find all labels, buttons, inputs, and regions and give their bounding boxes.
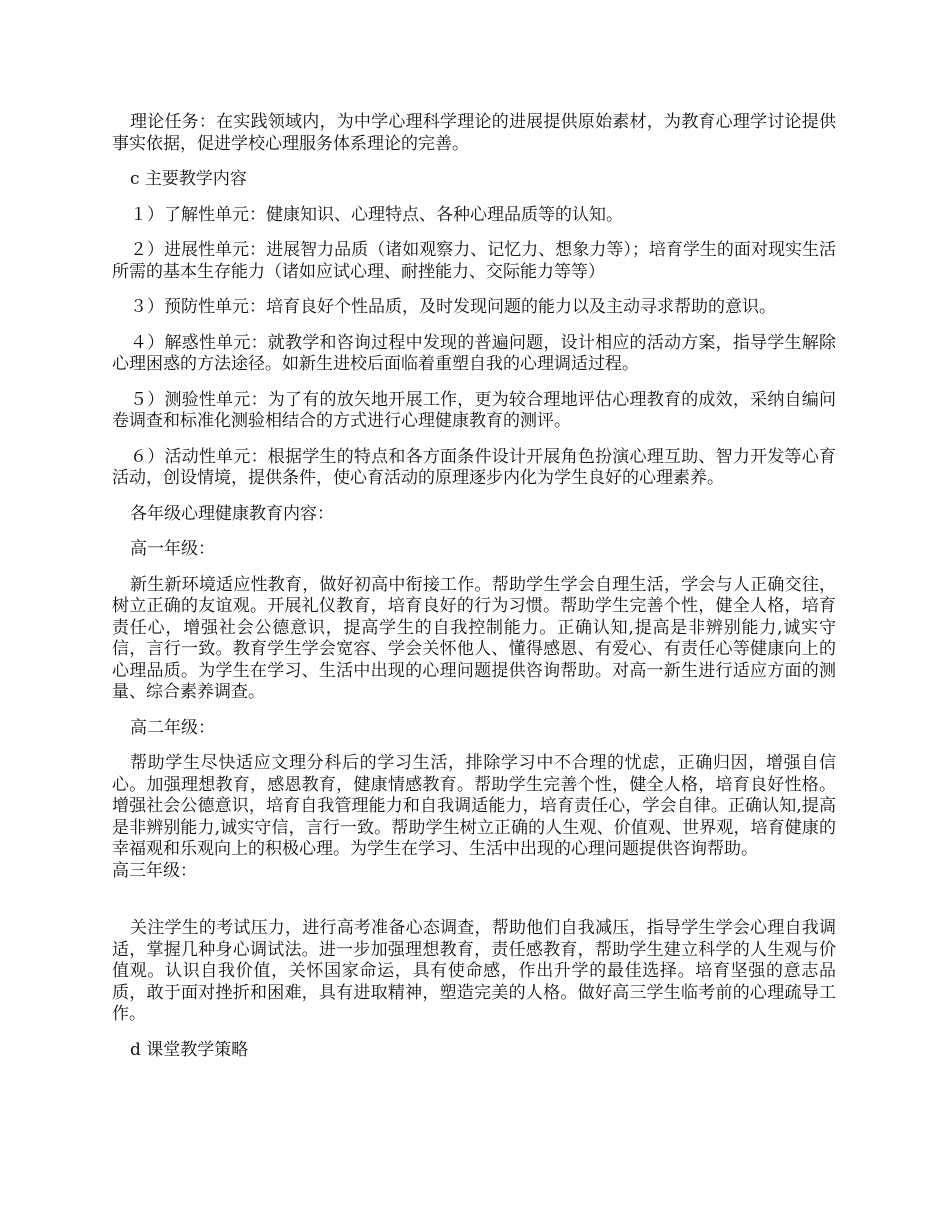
grade-heading-1: 高一年级： bbox=[130, 539, 215, 559]
paragraph-grade-2: 帮助学生尽快适应文理分科后的学习生活，排除学习中不合理的忧虑，正确归因，增强自信心。加强理想教育，感恩教育，健康情感教育。帮助学生完善个性，健全人格，培育良好性格。增强社会公德意识，培育自我管理能力和自我调适能力，培育责任心，学会自律。正确认知,提高是非辨别能力,诚实守信，言行一致。帮助学生树立正确的人生观、价值观、世界观，培育健康的幸福观和乐观向上的积极心理。为学生在学习、生活中出现的心理问题提供咨询帮助。 bbox=[112, 753, 836, 859]
list-item-unit-6: ６）活动性单元：根据学生的特点和各方面条件设计开展角色扮演心理互助、智力开发等心育活动，创设情境，提供条件，使心育活动的原理逐步内化为学生良好的心理素养。 bbox=[112, 446, 836, 488]
section-heading-grade-content: 各年级心理健康教育内容： bbox=[130, 503, 334, 524]
paragraph-grade-1: 新生新环境适应性教育，做好初高中衔接工作。帮助学生学会自理生活，学会与人正确交往，树立正确的友谊观。开展礼仪教育，培育良好的行为习惯。帮助学生完善个性，健全人格，培育责任心，增强社会公德意识，提高学生的自我控制能力。正确认知,提高是非辨别能力,诚实守信，言行一致。教育学生学会宽容、学会关怀他人、懂得感恩、有爱心、有责任心等健康向上的心理品质。为学生在学习、生活中出现的心理问题提供咨询帮助。对高一新生进行适应方面的测量、综合素养调查。 bbox=[112, 574, 836, 702]
section-heading-main-content: c 主要教学内容 bbox=[130, 169, 247, 189]
paragraph-theory-task: 理论任务：在实践领域内，为中学心理科学理论的进展提供原始素材，为教育心理学讨论提供事实依据，促进学校心理服务体系理论的完善。 bbox=[112, 112, 836, 154]
section-heading-teaching-strategy: d 课堂教学策略 bbox=[130, 1039, 249, 1060]
document-body bbox=[112, 112, 836, 1075]
list-item-unit-4: ４）解惑性单元：就教学和咨询过程中发现的普遍问题，设计相应的活动方案，指导学生解除心理困惑的方法途径。如新生进校后面临着重塑自我的心理调适过程。 bbox=[112, 332, 836, 374]
list-item-unit-2: ２）进展性单元：进展智力品质（诸如观察力、记忆力、想象力等）；培育学生的面对现实生活所需的基本生存能力（诸如应试心理、耐挫能力、交际能力等等） bbox=[112, 240, 836, 282]
paragraph-grade-3: 关注学生的考试压力，进行高考准备心态调查，帮助他们自我减压，指导学生学会心理自我调适，掌握几种身心调试法。进一步加强理想教育，责任感教育，帮助学生建立科学的人生观与价值观。认识自我价值，关怀国家命运，具有使命感，作出升学的最佳选择。培育坚强的意志品质，敢于面对挫折和困难，具有进取精神，塑造完美的人格。做好高三学生临考前的心理疏导工作。 bbox=[112, 918, 836, 1024]
grade-heading-3: 高三年级： bbox=[112, 860, 197, 881]
list-item-unit-5: ５）测验性单元：为了有的放矢地开展工作，更为较合理地评估心理教育的成效，采纳自编问卷调查和标准化测验相结合的方式进行心理健康教育的测评。 bbox=[112, 389, 836, 431]
list-item-unit-1: １）了解性单元：健康知识、心理特点、各种心理品质等的认知。 bbox=[130, 204, 623, 225]
grade-heading-2: 高二年级： bbox=[130, 717, 215, 738]
list-item-unit-3: ３）预防性单元：培育良好个性品质，及时发现问题的能力以及主动寻求帮助的意识。 bbox=[130, 297, 776, 317]
